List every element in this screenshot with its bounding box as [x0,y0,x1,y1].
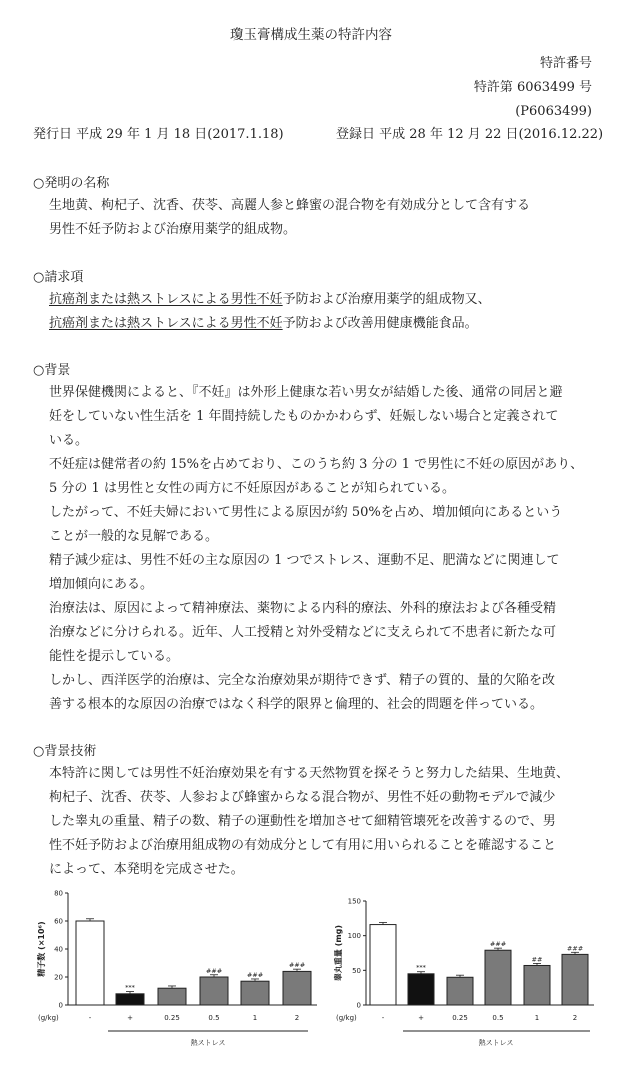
group-label: 熱ストレス [478,1039,514,1047]
y-axis-label: 精子数 (×10⁶) [37,921,46,977]
category-label: - [381,1014,385,1022]
bar [116,994,144,1005]
tech-line: 本特許に関しては男性不妊治療効果を有する天然物質を探そうと努力した結果、生地黄、 [49,766,570,781]
significance-label: *** [416,963,426,972]
patent-label: 特許番号 [539,56,592,71]
claims-heading: ○請求項 [33,270,84,285]
background-line: 世界保健機関によると、『不妊』は外形上健康な若い男女が結婚した後、通常の同居と避 [49,385,563,400]
significance-label: ## [531,955,543,964]
registration-date: 登録日 平成 28 年 12 月 22 日(2016.12.22) [336,127,604,142]
tech-heading: ○背景技術 [33,744,97,759]
background-heading: ○背景 [33,363,71,378]
significance-label: *** [125,983,135,992]
background-line: ことが一般的な見解である。 [49,529,219,544]
tech-line: した睾丸の重量、精子の数、精子の運動性を増加させて細精管壊死を改善するので、男 [49,814,556,829]
bar [562,954,588,1005]
unit-label: (g/kg) [336,1014,357,1022]
y-tick-label: 0 [58,1001,63,1010]
bar [447,977,473,1005]
claim-underlined: 抗癌剤または熱ストレスによる男性不妊 [49,316,283,331]
category-label: 2 [294,1014,300,1022]
category-label: 0.5 [208,1014,220,1022]
y-tick-label: 100 [347,932,361,941]
claim-rest: 予防および改善用健康機能食品。 [282,316,478,331]
bar [524,965,550,1005]
category-label: - [88,1014,92,1022]
category-label: 1 [252,1014,258,1022]
bar [485,950,511,1005]
background-line: 不妊症は健常者の約 15%を占めており、このうち約 3 分の 1 で男性に不妊の原因があり、 [49,457,584,472]
bar [370,925,396,1005]
name-line: 生地黄、枸杞子、沈香、茯苓、高麗人参と蜂蜜の混合物を有効成分として含有する [49,198,531,213]
significance-label: ### [246,970,264,979]
background-line: 能性を提示している。 [49,649,180,664]
background-line: 妊をしていない性生活を 1 年間持続したものかかわらず、妊娠しない場合と定義されて [49,409,559,424]
bar [241,981,269,1005]
background-line: 善する根本的な原因の治療ではなく科学的限界と倫理的、社会的問題を伴っている。 [49,697,544,712]
significance-label: ### [566,944,584,953]
tech-line: 性不妊予防および治療用組成物の有効成分として有用に用いられることを確認すること [49,838,557,853]
background-line: しかし、西洋医学的治療は、完全な治療効果が期待できず、精子の質的、量的欠陥を改 [49,673,555,688]
claim-underlined: 抗癌剤または熱ストレスによる男性不妊 [49,292,283,307]
document-title: 瓊玉膏構成生薬の特許内容 [230,27,392,43]
bar [200,977,228,1005]
category-label: 0.25 [164,1014,180,1022]
y-axis-label: 睾丸重量 (mg) [334,924,343,982]
patent-code: (P6063499) [515,104,592,119]
y-tick-label: 60 [54,917,63,926]
unit-label: (g/kg) [38,1014,59,1022]
name-line: 男性不妊予防および治療用薬学的組成物。 [49,222,297,237]
bar [408,974,434,1005]
significance-label: ### [489,940,507,949]
bar [283,971,311,1005]
background-line: 精子減少症は、男性不妊の主な原因の 1 つでストレス、運動不足、肥満などに関連して [49,553,560,568]
y-tick-label: 40 [54,945,63,954]
background-line: したがって、不妊夫婦において男性による原因が約 50%を占め、増加傾向にあるという [49,505,563,520]
y-tick-label: 80 [54,889,63,898]
issue-date: 発行日 平成 29 年 1 月 18 日(2017.1.18) [33,127,284,142]
y-tick-label: 50 [352,966,361,975]
background-line: いる。 [49,433,89,448]
claim-rest: 予防および治療用薬学的組成物又、 [282,292,491,307]
tech-line: 枸杞子、沈香、茯苓、人参および蜂蜜からなる混合物が、男性不妊の動物モデルで減少 [49,790,556,805]
tech-line: によって、本発明を完成させた。 [49,862,244,877]
background-line: 治療法は、原因によって精神療法、薬物による内科的療法、外科的療法および各種受精 [49,601,557,616]
name-heading: ○発明の名称 [33,176,110,191]
background-line: 増加傾向にある。 [49,577,154,592]
category-label: + [418,1014,424,1022]
significance-label: ### [288,961,306,970]
bar [158,988,186,1005]
category-label: 0.25 [452,1014,468,1022]
group-label: 熱ストレス [190,1039,226,1047]
y-tick-label: 150 [347,897,361,906]
significance-label: ### [205,966,223,975]
y-tick-label: 20 [54,973,63,982]
background-line: 5 分の 1 は男性と女性の両方に不妊原因があることが知られている。 [49,481,455,496]
background-line: 治療などに分けられる。近年、人工授精と対外受精などに支えられて不患者に新たな可 [49,625,557,640]
category-label: + [127,1014,133,1022]
category-label: 2 [572,1014,578,1022]
category-label: 1 [534,1014,540,1022]
category-label: 0.5 [492,1014,504,1022]
patent-number: 特許第 6063499 号 [473,80,592,95]
y-tick-label: 0 [356,1001,361,1010]
bar [76,921,104,1005]
